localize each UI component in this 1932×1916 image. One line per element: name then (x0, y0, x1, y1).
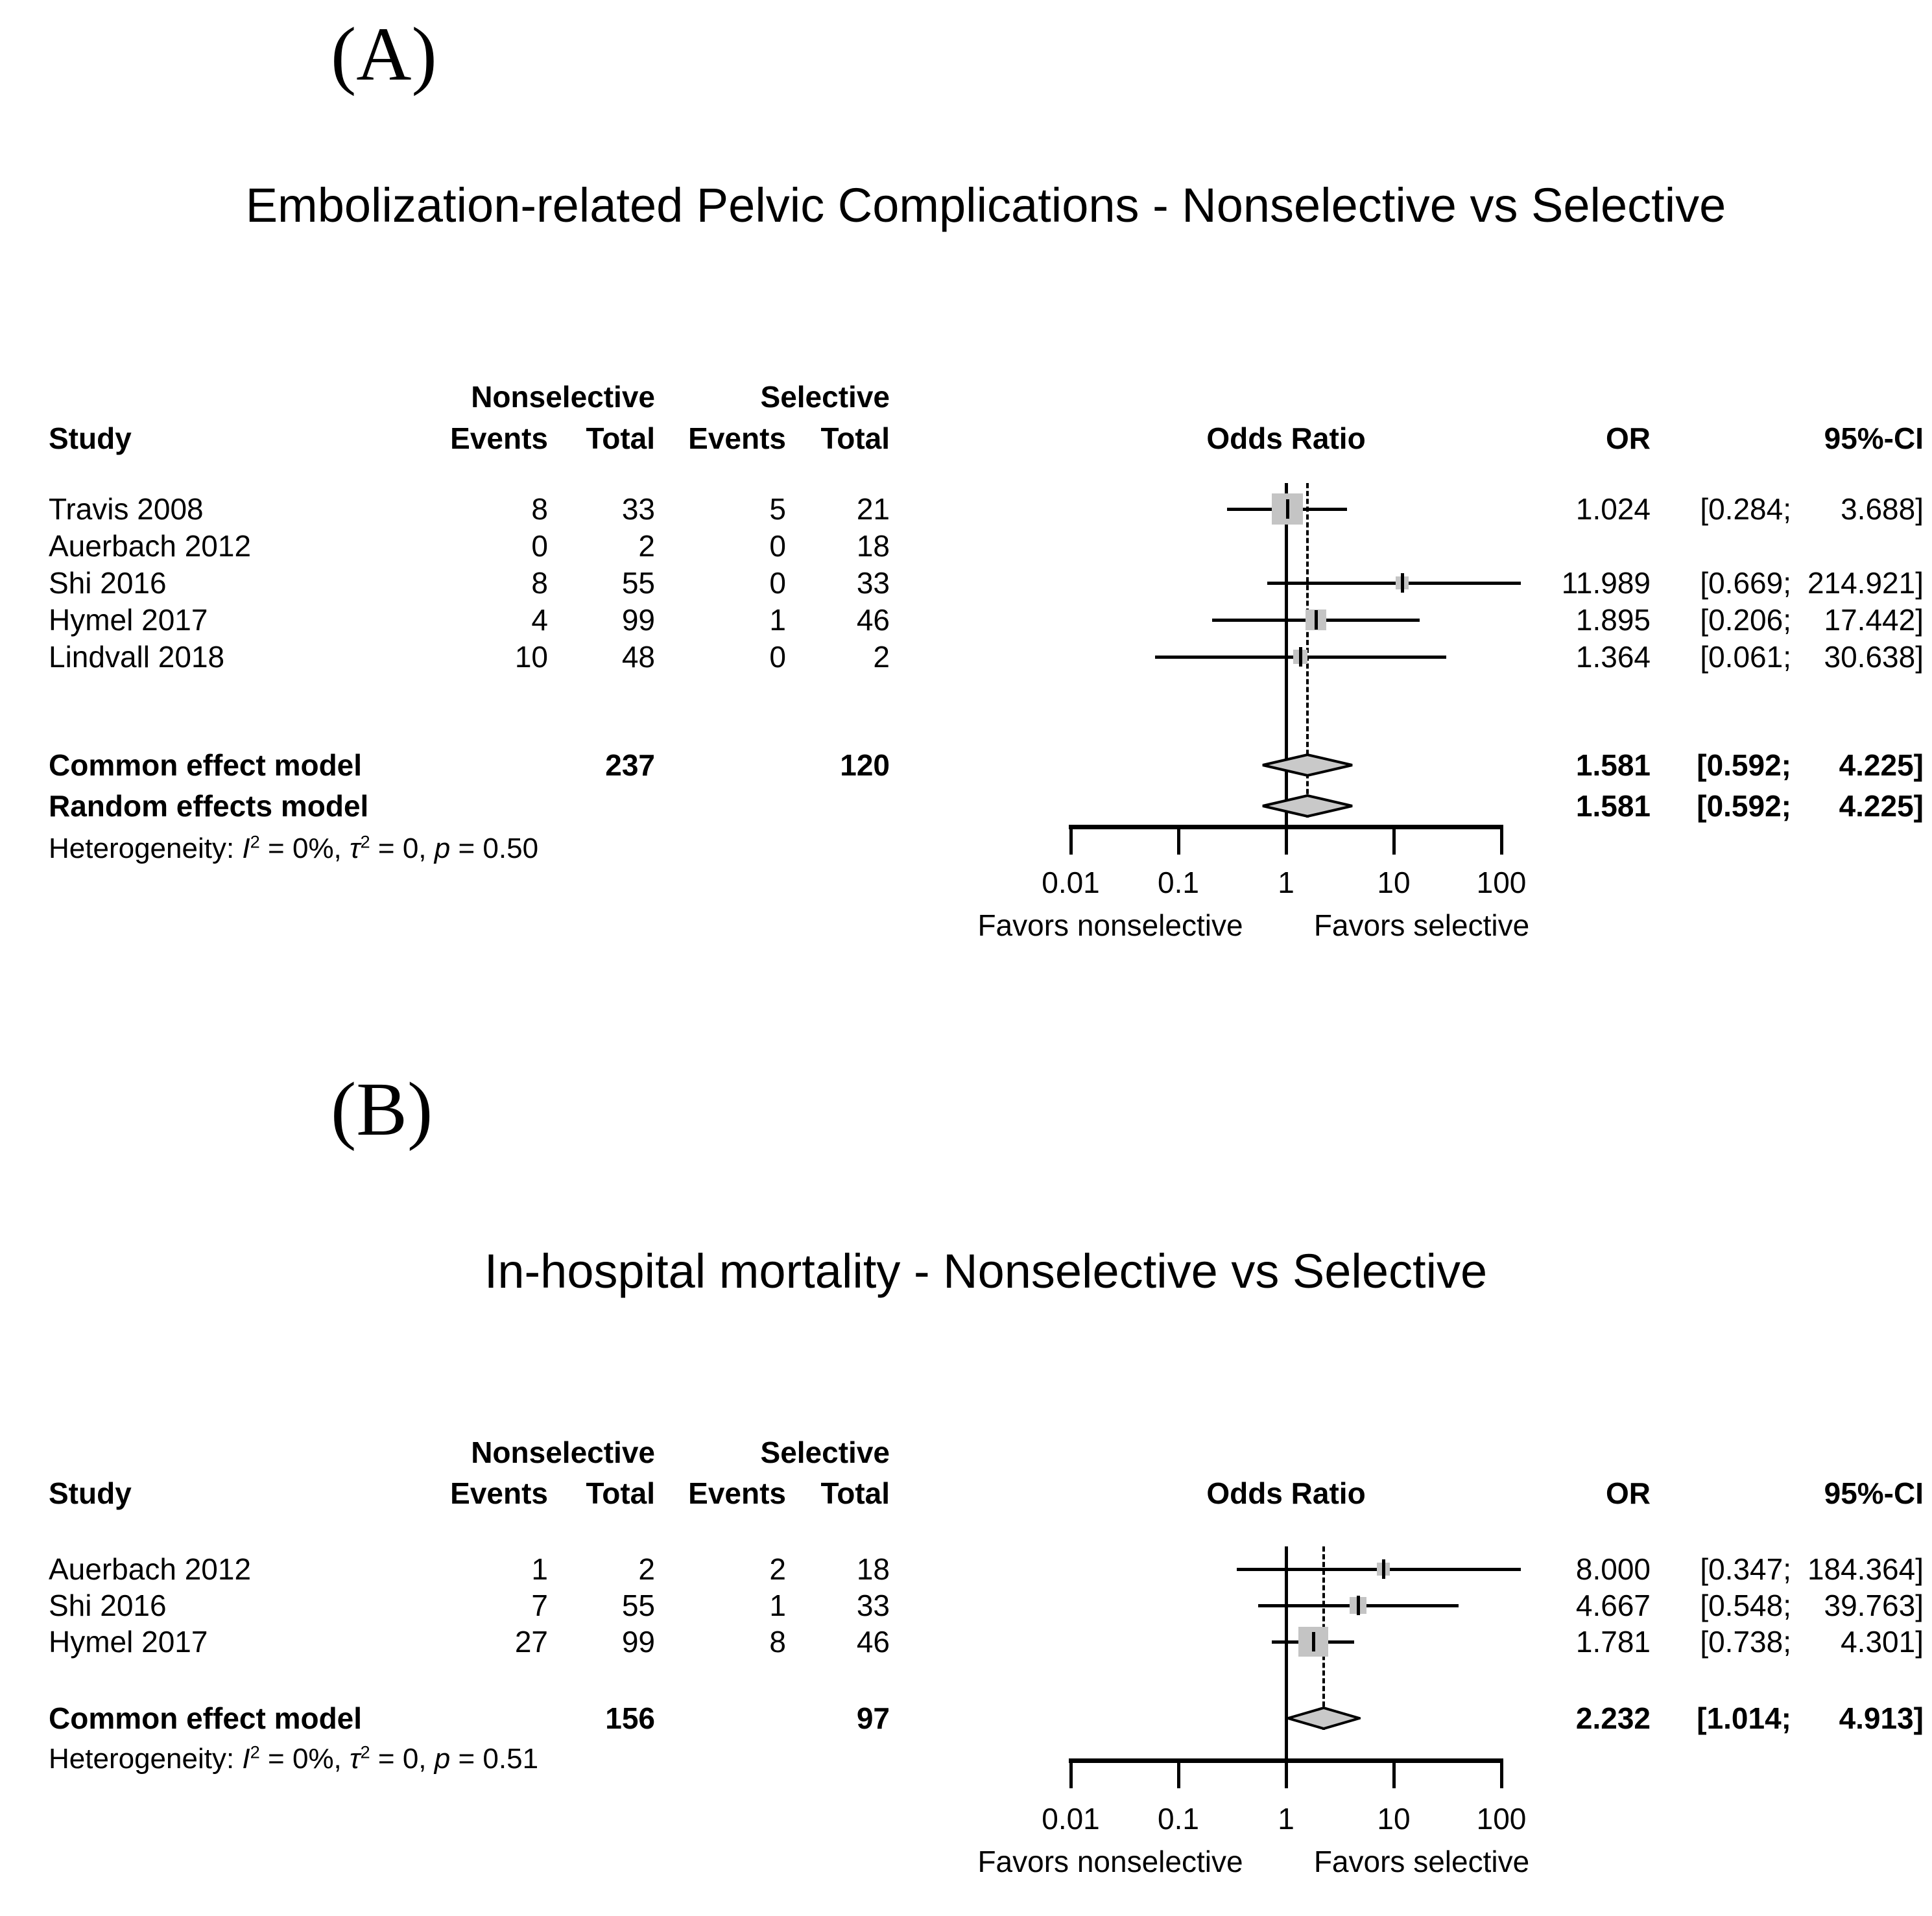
nonselective-events: 27 (514, 1625, 548, 1659)
x-axis-tick (1500, 1758, 1503, 1788)
nonselective-events: 8 (531, 492, 548, 526)
x-axis-tick (1177, 825, 1180, 855)
or-value: 4.667 (1575, 1589, 1651, 1622)
ci-low: [0.592; (1697, 789, 1791, 823)
study-name: Shi 2016 (49, 566, 167, 600)
or-value: 11.989 (1561, 566, 1651, 600)
het-i-sup: 2 (250, 1742, 260, 1762)
nonselective-events: 7 (531, 1589, 548, 1622)
het-tau-sup: 2 (360, 1742, 370, 1762)
favors-left-label: Favors nonselective (977, 1845, 1243, 1878)
selective-events: 1 (769, 1589, 786, 1622)
x-tick-label: 100 (1476, 866, 1527, 899)
nonselective-events: 0 (531, 529, 548, 563)
panel-b-label: (B) (331, 1067, 433, 1152)
col-group-selective: Selective (760, 380, 890, 414)
col-header-events-nonselective: Events (450, 421, 548, 455)
favors-right-label: Favors selective (1313, 1845, 1530, 1878)
het-tau-value: = 0, (377, 833, 427, 864)
nonselective-total: 55 (621, 566, 655, 600)
x-axis-tick (1069, 1758, 1073, 1788)
heterogeneity-text (49, 833, 538, 865)
ci-high: 214.921] (1807, 566, 1924, 600)
ci-high: 3.688] (1841, 492, 1924, 526)
point-estimate-marker (1382, 1559, 1385, 1579)
col-group-selective: Selective (760, 1436, 890, 1469)
ci-line (1267, 582, 1521, 585)
het-tau: τ (350, 1743, 361, 1775)
x-axis-tick (1285, 825, 1288, 855)
ci-high: 17.442] (1824, 603, 1924, 637)
pooled-diamond (1261, 794, 1354, 818)
panel-b-title: In-hospital mortality - Nonselective vs Selective (484, 1244, 1488, 1298)
ci-high: 4.913] (1839, 1701, 1924, 1735)
or-value: 1.364 (1575, 640, 1651, 674)
or-value: 1.895 (1575, 603, 1651, 637)
nonselective-total: 2 (638, 1552, 655, 1586)
nonselective-events: 8 (531, 566, 548, 600)
x-tick-label: 0.01 (1042, 866, 1100, 899)
het-label: Heterogeneity: (49, 833, 235, 864)
favors-left-label: Favors nonselective (977, 908, 1243, 942)
nonselective-total-sum: 156 (605, 1701, 655, 1735)
nonselective-events: 10 (514, 640, 548, 674)
nonselective-total: 48 (621, 640, 655, 674)
ci-high: 39.763] (1824, 1589, 1924, 1622)
ci-high: 4.301] (1841, 1625, 1924, 1659)
x-tick-label: 0.01 (1042, 1802, 1100, 1836)
panel-a-label: (A) (331, 12, 437, 97)
col-header-or: OR (1606, 421, 1651, 455)
col-header-total-selective: Total (820, 1476, 890, 1510)
selective-events: 8 (769, 1625, 786, 1659)
col-header-or: OR (1606, 1476, 1651, 1510)
ci-high: 4.225] (1839, 748, 1924, 782)
ci-high: 184.364] (1807, 1552, 1924, 1586)
x-tick-label: 100 (1476, 1802, 1527, 1836)
or-value: 1.024 (1575, 492, 1651, 526)
col-header-total-nonselective: Total (586, 1476, 655, 1510)
het-tau-sup: 2 (360, 831, 370, 852)
ci-low: [0.206; (1700, 603, 1791, 637)
selective-total: 21 (856, 492, 890, 526)
selective-total: 18 (856, 1552, 890, 1586)
pooled-diamond (1261, 753, 1354, 777)
ci-low: [1.014; (1697, 1701, 1791, 1735)
selective-total: 33 (856, 1589, 890, 1622)
het-p: p (434, 833, 451, 864)
col-group-nonselective: Nonselective (471, 1436, 655, 1469)
x-axis-tick (1069, 825, 1073, 855)
selective-events: 5 (769, 492, 786, 526)
study-name: Lindvall 2018 (49, 640, 225, 674)
point-estimate-marker (1286, 499, 1289, 519)
ci-low: [0.738; (1700, 1625, 1791, 1659)
ci-low: [0.284; (1700, 492, 1791, 526)
point-estimate-marker (1312, 1632, 1315, 1651)
selective-total: 18 (856, 529, 890, 563)
col-header-events-selective: Events (688, 421, 786, 455)
selective-total: 2 (873, 640, 890, 674)
nonselective-total: 99 (621, 1625, 655, 1659)
col-header-ci: 95%-CI (1824, 1476, 1924, 1510)
nonselective-total: 55 (621, 1589, 655, 1622)
ci-low: [0.061; (1700, 640, 1791, 674)
selective-events: 0 (769, 566, 786, 600)
x-tick-label: 10 (1377, 1802, 1411, 1836)
heterogeneity-text (49, 1743, 538, 1775)
nonselective-total-sum: 237 (605, 748, 655, 782)
col-header-total-selective: Total (820, 421, 890, 455)
point-estimate-marker (1299, 647, 1302, 667)
or-value: 1.781 (1575, 1625, 1651, 1659)
x-tick-label: 1 (1278, 866, 1294, 899)
selective-total: 46 (856, 603, 890, 637)
col-group-nonselective: Nonselective (471, 380, 655, 414)
x-axis-tick (1392, 825, 1396, 855)
col-header-total-nonselective: Total (586, 421, 655, 455)
study-name: Travis 2008 (49, 492, 204, 526)
het-p-value: = 0.51 (458, 1743, 539, 1775)
point-estimate-marker (1357, 1596, 1360, 1615)
x-axis-tick (1392, 1758, 1396, 1788)
het-label: Heterogeneity: (49, 1743, 235, 1775)
study-name: Auerbach 2012 (49, 529, 252, 563)
het-tau-value: = 0, (377, 1743, 427, 1775)
nonselective-total: 2 (638, 529, 655, 563)
selective-total: 46 (856, 1625, 890, 1659)
ci-low: [0.669; (1700, 566, 1791, 600)
x-tick-label: 10 (1377, 866, 1411, 899)
nonselective-total: 33 (621, 492, 655, 526)
selective-total-sum: 120 (840, 748, 890, 782)
col-header-odds-ratio: Odds Ratio (1206, 1476, 1366, 1510)
selective-events: 0 (769, 529, 786, 563)
point-estimate-marker (1401, 573, 1404, 593)
study-name: Auerbach 2012 (49, 1552, 252, 1586)
selective-events: 2 (769, 1552, 786, 1586)
het-i-value: = 0%, (268, 833, 342, 864)
model-label: Random effects model (49, 789, 369, 823)
selective-events: 0 (769, 640, 786, 674)
x-axis-tick (1177, 1758, 1180, 1788)
study-name: Shi 2016 (49, 1589, 167, 1622)
or-value: 1.581 (1575, 748, 1651, 782)
het-i-sup: 2 (250, 831, 260, 852)
or-value: 1.581 (1575, 789, 1651, 823)
ci-low: [0.592; (1697, 748, 1791, 782)
x-tick-label: 0.1 (1158, 1802, 1199, 1836)
ci-low: [0.548; (1700, 1589, 1791, 1622)
x-tick-label: 0.1 (1158, 866, 1199, 899)
col-header-events-selective: Events (688, 1476, 786, 1510)
study-name: Hymel 2017 (49, 603, 208, 637)
selective-events: 1 (769, 603, 786, 637)
col-header-ci: 95%-CI (1824, 421, 1924, 455)
selective-total: 33 (856, 566, 890, 600)
col-header-odds-ratio: Odds Ratio (1206, 421, 1366, 455)
ci-high: 30.638] (1824, 640, 1924, 674)
ci-high: 4.225] (1839, 789, 1924, 823)
het-i: I (242, 833, 250, 864)
het-i: I (242, 1743, 250, 1775)
het-tau: τ (350, 833, 361, 864)
or-value: 8.000 (1575, 1552, 1651, 1586)
het-p: p (434, 1743, 451, 1775)
nonselective-total: 99 (621, 603, 655, 637)
x-tick-label: 1 (1278, 1802, 1294, 1836)
favors-right-label: Favors selective (1313, 908, 1530, 942)
x-axis-tick (1285, 1758, 1288, 1788)
selective-total-sum: 97 (856, 1701, 890, 1735)
model-label: Common effect model (49, 748, 363, 782)
ci-low: [0.347; (1700, 1552, 1791, 1586)
point-estimate-marker (1315, 610, 1318, 630)
model-label: Common effect model (49, 1701, 363, 1735)
col-header-study: Study (49, 421, 132, 455)
col-header-study: Study (49, 1476, 132, 1510)
or-value: 2.232 (1575, 1701, 1651, 1735)
study-name: Hymel 2017 (49, 1625, 208, 1659)
het-i-value: = 0%, (268, 1743, 342, 1775)
nonselective-events: 4 (531, 603, 548, 637)
col-header-events-nonselective: Events (450, 1476, 548, 1510)
het-p-value: = 0.50 (458, 833, 539, 864)
x-axis-tick (1500, 825, 1503, 855)
pooled-diamond (1287, 1707, 1361, 1730)
nonselective-events: 1 (531, 1552, 548, 1586)
panel-a-title: Embolization-related Pelvic Complications - Nonselective vs Selective (245, 178, 1726, 232)
